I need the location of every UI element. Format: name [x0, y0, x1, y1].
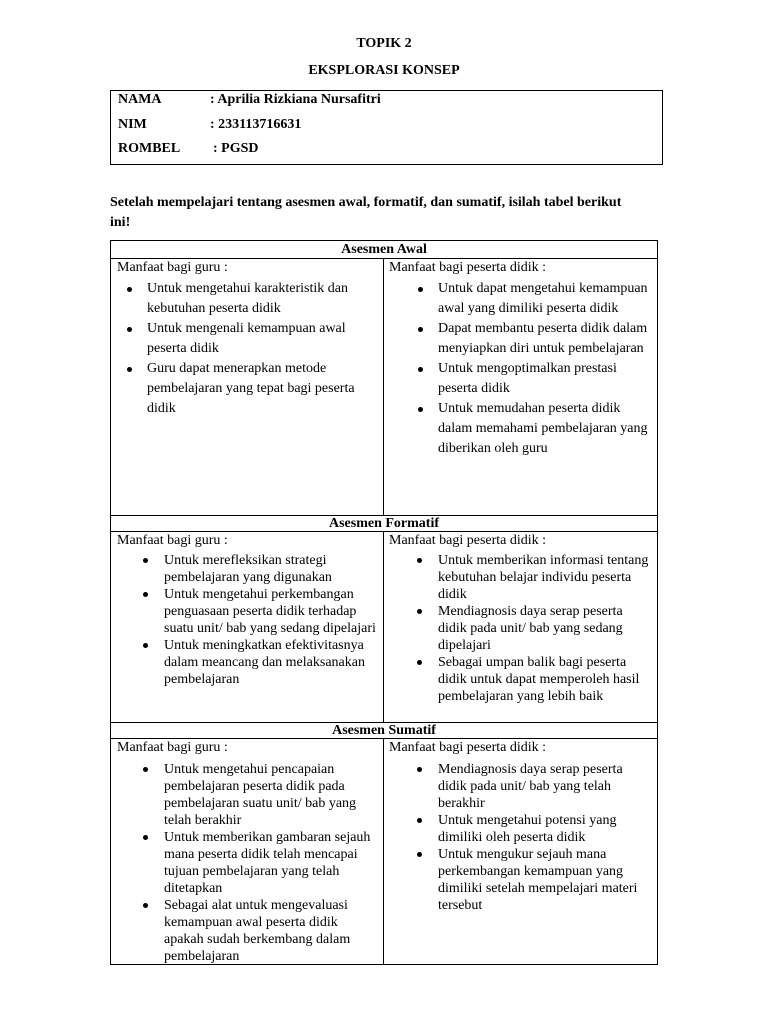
- page-title: TOPIK 2: [356, 36, 412, 51]
- rombel-label: ROMBEL: [118, 141, 181, 156]
- sumatif-siswa-list: [438, 761, 648, 914]
- nama-value: : Aprilia Rizkiana Nursafitri: [210, 92, 381, 107]
- list-item: Untuk mengoptimalkan prestasi peserta didik: [438, 359, 648, 399]
- assessment-table: [110, 240, 658, 965]
- table-divider: [111, 258, 657, 259]
- list-item: Dapat membantu peserta didik dalam menyiapkan diri untuk pembelajaran: [438, 319, 648, 359]
- list-item: Guru dapat menerapkan metode pembelajaran yang tepat bagi peserta didik: [147, 359, 377, 419]
- guru-label: Manfaat bagi guru :: [117, 260, 228, 275]
- bullet-icon: [143, 835, 148, 840]
- column-divider: [383, 531, 384, 722]
- identity-box: [110, 90, 663, 165]
- column-divider: [383, 258, 384, 515]
- column-divider: [383, 738, 384, 965]
- bullet-icon: [143, 643, 148, 648]
- bullet-icon: [418, 367, 423, 372]
- bullet-icon: [417, 852, 422, 857]
- guru-label: Manfaat bagi guru :: [117, 740, 228, 755]
- bullet-icon: [127, 327, 132, 332]
- formatif-siswa-list: [438, 552, 653, 705]
- bullet-icon: [417, 660, 422, 665]
- bullet-icon: [143, 767, 148, 772]
- nim-label: NIM: [118, 117, 147, 132]
- awal-siswa-list: [438, 279, 648, 459]
- list-item: Untuk mengetahui perkembangan penguasaan peserta didik terhadap suatu unit/ bab yang sedang dipelajari: [164, 586, 379, 637]
- bullet-icon: [127, 287, 132, 292]
- siswa-label: Manfaat bagi peserta didik :: [389, 533, 547, 548]
- list-item: Untuk mengetahui karakteristik dan kebutuhan peserta didik: [147, 279, 377, 319]
- list-item: Untuk merefleksikan strategi pembelajaran yang digunakan: [164, 552, 379, 586]
- list-item: Mendiagnosis daya serap peserta didik pada unit/ bab yang sedang dipelajari: [438, 603, 653, 654]
- list-item: Untuk mengenali kemampuan awal peserta didik: [147, 319, 377, 359]
- list-item: Untuk mengetahui pencapaian pembelajaran peserta didik pada pembelajaran suatu unit/ bab yang telah berakhir: [164, 761, 379, 829]
- bullet-icon: [418, 327, 423, 332]
- list-item: Untuk mengukur sejauh mana perkembangan kemampuan yang dimiliki setelah mempelajari materi tersebut: [438, 846, 648, 914]
- list-item: Untuk mengetahui potensi yang dimiliki oleh peserta didik: [438, 812, 648, 846]
- list-item: Mendiagnosis daya serap peserta didik pada unit/ bab yang telah berakhir: [438, 761, 648, 812]
- sumatif-guru-list: [164, 761, 379, 965]
- bullet-icon: [143, 592, 148, 597]
- bullet-icon: [143, 903, 148, 908]
- list-item: Untuk meningkatkan efektivitasnya dalam meancang dan melaksanakan pembelajaran: [164, 637, 379, 688]
- nama-label: NAMA: [118, 92, 162, 107]
- formatif-guru-list: [164, 552, 379, 688]
- bullet-icon: [417, 767, 422, 772]
- bullet-icon: [127, 367, 132, 372]
- rombel-value: : PGSD: [213, 141, 259, 156]
- list-item: Untuk memudahan peserta didik dalam memahami pembelajaran yang diberikan oleh guru: [438, 399, 648, 459]
- awal-guru-list: [147, 279, 377, 419]
- page-subtitle: EKSPLORASI KONSEP: [308, 63, 460, 78]
- section-heading-formatif: Asesmen Formatif: [328, 516, 440, 531]
- siswa-label: Manfaat bagi peserta didik :: [389, 260, 547, 275]
- instruction-text: Setelah mempelajari tentang asesmen awal, formatif, dan sumatif, isilah tabel berikut ini!: [110, 195, 622, 230]
- bullet-icon: [418, 407, 423, 412]
- bullet-icon: [143, 558, 148, 563]
- list-item: Sebagai umpan balik bagi peserta didik untuk dapat memperoleh hasil pembelajaran yang lebih baik: [438, 654, 653, 705]
- nim-value: : 233113716631: [210, 117, 302, 132]
- bullet-icon: [417, 609, 422, 614]
- section-heading-sumatif: Asesmen Sumatif: [332, 723, 436, 738]
- list-item: Untuk dapat mengetahui kemampuan awal yang dimiliki peserta didik: [438, 279, 648, 319]
- list-item: Untuk memberikan gambaran sejauh mana peserta didik telah mencapai tujuan pembelajaran yang telah ditetapkan: [164, 829, 379, 897]
- bullet-icon: [417, 818, 422, 823]
- siswa-label: Manfaat bagi peserta didik :: [389, 740, 547, 755]
- section-heading-awal: Asesmen Awal: [341, 242, 427, 257]
- list-item: Untuk memberikan informasi tentang kebutuhan belajar individu peserta didik: [438, 552, 653, 603]
- list-item: Sebagai alat untuk mengevaluasi kemampuan awal peserta didik apakah sudah berkembang dalam pembelajaran: [164, 897, 379, 965]
- bullet-icon: [417, 558, 422, 563]
- bullet-icon: [418, 287, 423, 292]
- guru-label: Manfaat bagi guru :: [117, 533, 228, 548]
